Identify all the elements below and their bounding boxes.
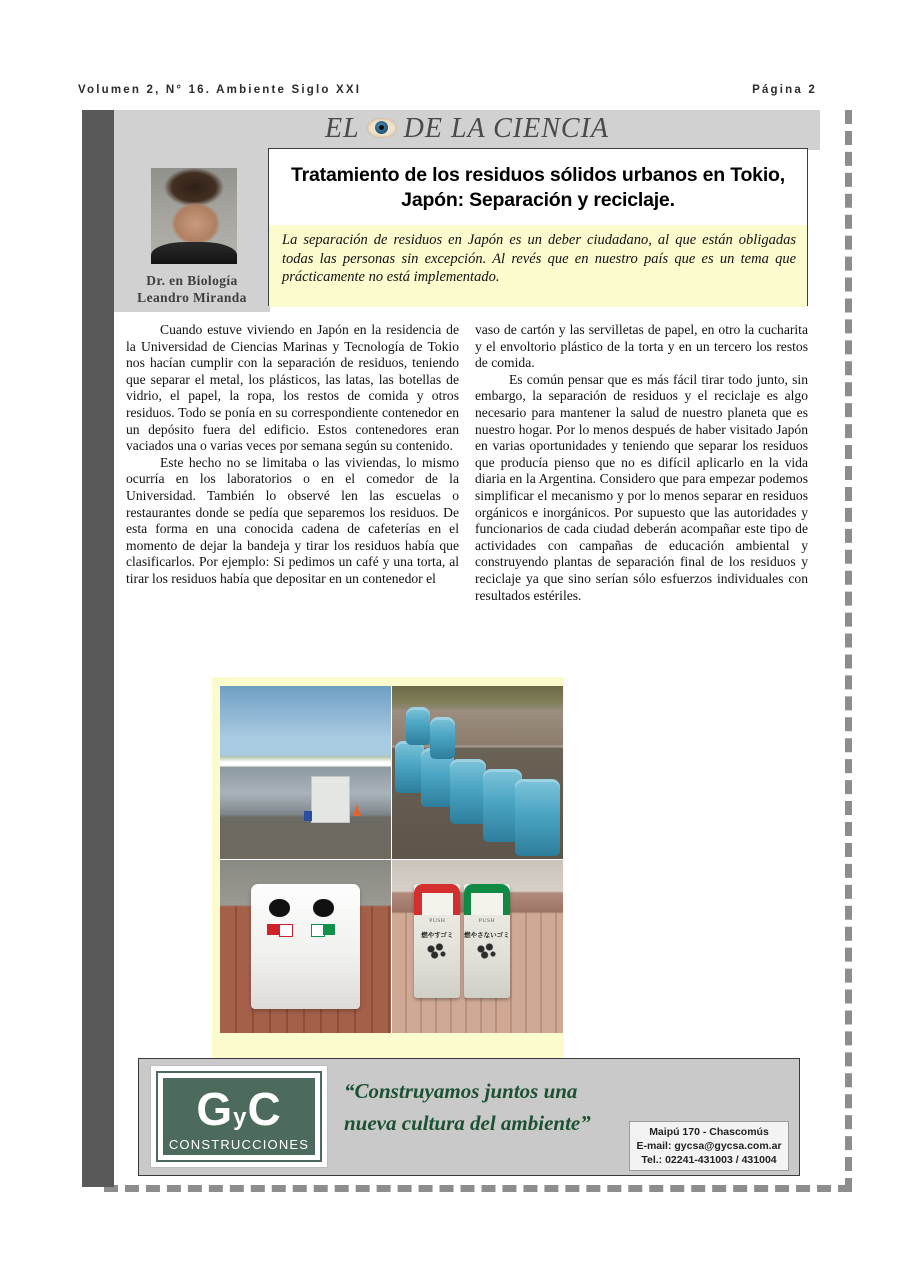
waste-storage-building-photo <box>220 686 391 859</box>
advertiser-email[interactable]: E-mail: gycsa@gycsa.com.ar <box>636 1140 782 1152</box>
paragraph: Este hecho no se limitaba o las viviendas, lo mismo ocurría en los laboratorios o en el comedor de la Universidad. También lo observé len las escuelas o restaurantes donde se pedía que separemos los residuos. De esta forma en una conocida cadena de cafeterías en el momento de dejar la bandeja y tirar los residuos había que clasificarlos. Por ejemplo: Si pedimos un café y una torta, al tirar los residuos había que depositar en un contenedor el <box>126 454 459 586</box>
bin-cap-inner <box>471 893 502 915</box>
white-dual-opening-bin-photo <box>220 860 391 1033</box>
article-title: Tratamiento de los residuos sólidos urbanos en Tokio, Japón: Separación y reciclaje. <box>291 164 785 211</box>
photo-collage <box>212 677 564 1058</box>
advertiser-slogan <box>344 1075 674 1139</box>
bin-cap-red <box>414 884 460 915</box>
article-subtitle-box <box>269 225 807 307</box>
bin-pictogram-left <box>425 941 449 960</box>
advertiser-logo-frame <box>156 1071 322 1162</box>
author-caption <box>114 272 270 306</box>
advertiser-logo <box>150 1065 328 1168</box>
blue-bin <box>450 759 486 825</box>
paragraph: Cuando estuve viviendo en Japón en la residencia de la Universidad de Ciencias Marinas y Tecnología de Tokio nos hacían cumplir con la separación de residuos, teniendo que separar el metal, los plásticos, las latas, las botellas de vidrio, el papel, la ropa, los restos de comida y otros residuos. Todo se ponía en su correspondiente contenedor en un depósito fuera del edificio. Estos contenedores eran vaciados una o varias veces por semana según su contenido. <box>126 322 459 454</box>
paragraph: vaso de cartón y las servilletas de papel, en otro la cucharita y el envoltorio plástico de la torta y en un tercero los restos de comida. <box>475 322 808 371</box>
bin-cap-inner <box>422 893 453 915</box>
banner-title-right: DE LA CIENCIA <box>403 113 610 144</box>
bin-label-left: 燃やすゴミ <box>421 931 454 939</box>
advertisement-banner[interactable] <box>138 1058 800 1176</box>
japanese-push-bins-photo <box>392 860 563 1033</box>
burnable-waste-bin <box>414 884 460 998</box>
photo-collage-grid <box>220 686 563 1033</box>
bin-label-green <box>323 924 335 935</box>
blue-bin <box>430 717 456 759</box>
traffic-cone <box>353 804 361 816</box>
left-dark-sidebar-bar <box>82 110 114 1187</box>
paragraph: Es común pensar que es más fácil tirar todo junto, sin embargo, la separación de residuos y el reciclaje es algo necesario para mantener la salud de nuestro planeta que es nuestro hogar. Por lo menos después de haber visitado Japón en varias oportunidades y teniendo que separar los residuos que producía pienso que no es difícil aplicarlo en la vida diaria en la Argentina. Considero que para empezar podemos simplificar el mecanismo y por lo menos separar en residuos orgánicos e inorgánicos. Por supuesto que las autoridades y funcionarios de cada ciudad deberán acompañar este tipo de actividades con campañas de educación ambiental y construyendo plantas de separación final de los residuos y reciclaje ya que sino serían sólo esfuerzos individuales con resultados estériles. <box>475 371 808 603</box>
banner-title-left: EL <box>324 113 360 144</box>
section-banner-title <box>114 113 820 145</box>
blue-crate <box>304 811 313 821</box>
article-subtitle: La separación de residuos en Japón es un deber ciudadano, al que están obligadas todas las personas sin excepción. Al revés que en nuestro país que es un tema que prácticamente no está implementado. <box>282 232 796 286</box>
advertiser-address: Maipú 170 - Chascomús <box>649 1126 769 1138</box>
author-photo-shirt <box>151 242 237 264</box>
advertiser-contact-box <box>629 1121 789 1171</box>
author-panel <box>114 150 270 312</box>
bin-label-red-white <box>279 924 293 937</box>
eye-icon <box>367 118 397 138</box>
logo-letter-y: y <box>233 1104 248 1131</box>
bin-opening-right <box>313 899 334 916</box>
page-number-label: Página 2 <box>752 84 817 96</box>
bin-opening-left <box>269 899 290 916</box>
push-label-left: PUSH <box>429 918 446 925</box>
building-door <box>311 776 351 823</box>
advertiser-slogan-line2: nueva cultura del ambiente” <box>344 1111 591 1135</box>
author-name: Leandro Miranda <box>137 290 247 305</box>
blue-bin <box>515 779 559 855</box>
logo-letter-g: G <box>196 1083 234 1135</box>
advertiser-logo-mark <box>163 1078 315 1140</box>
bin-pictogram-right <box>475 941 499 960</box>
section-banner <box>114 110 820 150</box>
bin-cap-green <box>464 884 510 915</box>
article-column-right <box>475 322 808 604</box>
author-photo <box>151 168 237 264</box>
bin-label-right: 燃やさないゴミ <box>464 931 510 939</box>
advertiser-logo-word: CONSTRUCCIONES <box>163 1135 315 1155</box>
blue-waste-bins-row-photo <box>392 686 563 859</box>
white-bin-body <box>251 884 360 1009</box>
page-header <box>0 84 905 108</box>
author-degree: Dr. en Biología <box>146 273 238 288</box>
article-body <box>126 322 808 604</box>
push-label-right: PUSH <box>478 918 495 925</box>
bin-label-red <box>267 924 279 935</box>
volume-label: Volumen 2, N° 16. Ambiente Siglo XXI <box>78 84 362 96</box>
advertiser-phone: Tel.: 02241-431003 / 431004 <box>641 1154 777 1166</box>
non-burnable-waste-bin <box>464 884 510 998</box>
article-column-left <box>126 322 459 604</box>
advertiser-slogan-line1: “Construyamos juntos una <box>344 1079 578 1103</box>
logo-letter-c: C <box>247 1083 282 1135</box>
article-title-box <box>268 148 808 306</box>
blue-bin <box>406 707 430 745</box>
